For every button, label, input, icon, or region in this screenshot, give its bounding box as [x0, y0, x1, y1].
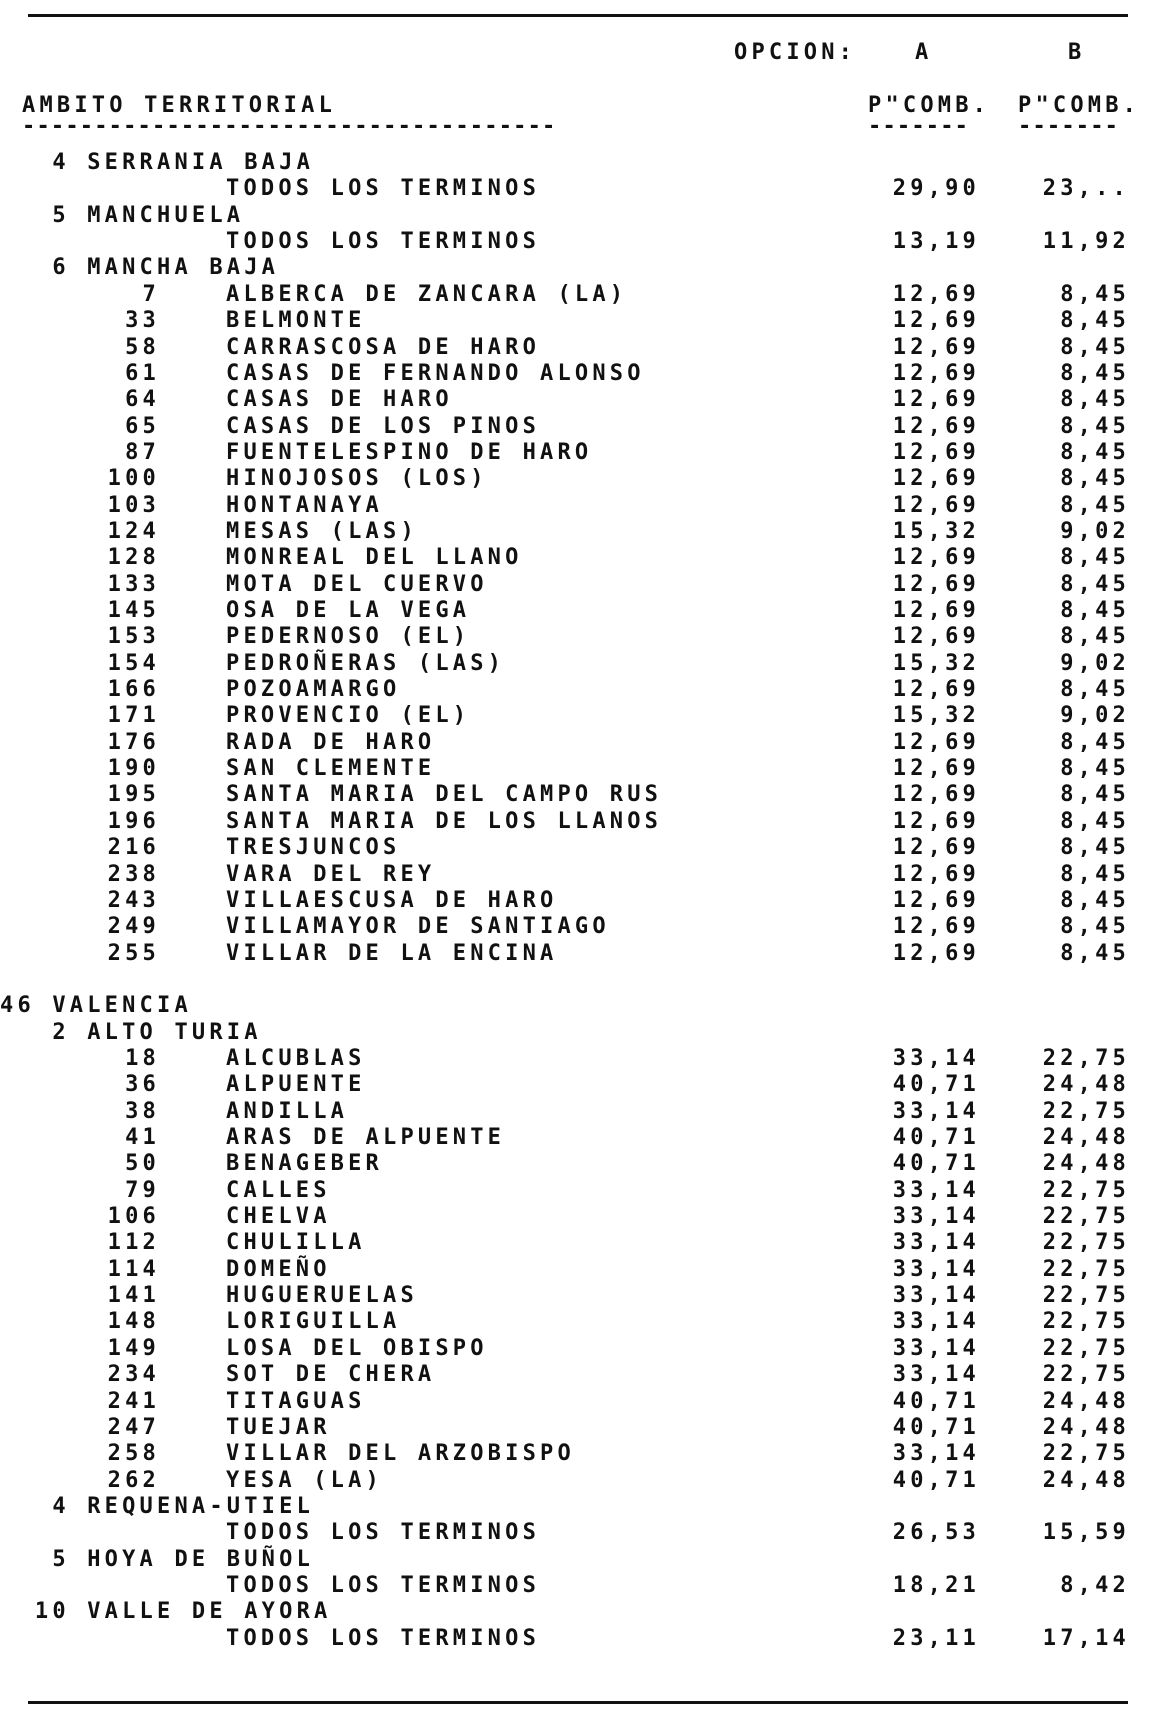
municipality-code: 247 [107, 1414, 160, 1440]
value-option-a: 40,71 [892, 1467, 980, 1493]
table-row [0, 677, 1154, 703]
ambito-underline: ------------------------------------- [22, 114, 557, 139]
value-option-b: 8,45 [1060, 545, 1130, 571]
municipality-name: CHULILLA [226, 1230, 366, 1256]
column-a-header: P"COMB. [868, 93, 991, 118]
table-row [0, 229, 1154, 255]
municipality-name: ALCUBLAS [226, 1045, 366, 1071]
table-row [0, 914, 1154, 940]
value-option-a: 12,69 [892, 756, 980, 782]
value-option-b: 24,48 [1042, 1072, 1130, 1098]
value-option-b: 8,45 [1060, 835, 1130, 861]
table-row [0, 809, 1154, 835]
municipality-code: 258 [107, 1441, 160, 1467]
value-option-a: 40,71 [892, 1388, 980, 1414]
value-option-a: 40,71 [892, 1125, 980, 1150]
value-option-b: 8,45 [1060, 808, 1130, 834]
value-option-a: 12,69 [892, 308, 980, 334]
municipality-name: HONTANAYA [226, 492, 384, 518]
table-row [0, 1072, 1154, 1098]
value-option-a: 40,71 [892, 1414, 980, 1440]
value-option-b: 8,45 [1060, 887, 1130, 913]
municipality-code: 38 [125, 1098, 160, 1124]
table-row [0, 1415, 1154, 1441]
value-option-a: 12,69 [892, 598, 980, 623]
value-option-a: 13,19 [892, 229, 980, 255]
municipality-name: ARAS DE ALPUENTE [226, 1125, 506, 1150]
municipality-code: 128 [107, 545, 160, 571]
municipality-name: VILLAESCUSA DE HARO [226, 887, 558, 913]
municipality-code: 238 [107, 861, 160, 887]
municipality-code: 141 [107, 1283, 160, 1308]
municipality-name: PEDERNOSO (EL) [226, 624, 471, 650]
region-heading [0, 1020, 1154, 1046]
value-option-a: 12,69 [892, 887, 980, 913]
region-heading [0, 1547, 1154, 1573]
value-option-a: 33,14 [892, 1309, 980, 1335]
region-heading [0, 255, 1154, 281]
value-option-b: 8,45 [1060, 756, 1130, 782]
value-option-a: 40,71 [892, 1151, 980, 1177]
table-row [0, 1257, 1154, 1283]
municipality-code: 100 [107, 466, 160, 492]
table-row [0, 414, 1154, 440]
value-option-b: 22,75 [1042, 1283, 1130, 1308]
value-option-a: 33,14 [892, 1283, 980, 1308]
table-row [0, 1573, 1154, 1599]
municipality-code: 106 [107, 1204, 160, 1229]
value-option-b: 22,75 [1042, 1309, 1130, 1335]
value-option-b: 8,45 [1060, 624, 1130, 650]
value-option-b: 8,45 [1060, 598, 1130, 623]
value-option-a: 12,69 [892, 571, 980, 597]
municipality-code: 216 [107, 835, 160, 861]
municipality-name: VILLAMAYOR DE SANTIAGO [226, 914, 610, 940]
value-option-a: 33,14 [892, 1045, 980, 1071]
table-row [0, 862, 1154, 888]
region-name: 4 SERRANIA BAJA [0, 150, 315, 175]
value-option-a: 12,69 [892, 545, 980, 571]
table-row [0, 1468, 1154, 1494]
value-option-b: 8,45 [1060, 334, 1130, 360]
region-name: 10 VALLE DE AYORA [0, 1599, 332, 1625]
table-row [0, 572, 1154, 598]
value-option-b: 8,45 [1060, 729, 1130, 755]
municipality-name: YESA (LA) [226, 1467, 384, 1493]
municipality-code: 145 [107, 598, 160, 623]
municipality-name: SAN CLEMENTE [226, 756, 436, 782]
value-option-a: 12,69 [892, 729, 980, 755]
value-option-a: 15,32 [892, 650, 980, 676]
value-option-b: 24,48 [1042, 1125, 1130, 1150]
column-b-underline: ------- [1018, 114, 1120, 139]
table-row [0, 1125, 1154, 1151]
value-option-b: 15,59 [1042, 1520, 1130, 1546]
province-heading [0, 993, 1154, 1019]
value-option-a: 23,11 [892, 1625, 980, 1651]
value-option-a: 33,14 [892, 1362, 980, 1388]
municipality-name: TODOS LOS TERMINOS [226, 1625, 541, 1651]
table-row [0, 176, 1154, 202]
municipality-name: PROVENCIO (EL) [226, 703, 471, 729]
municipality-name: OSA DE LA VEGA [226, 598, 471, 623]
value-option-b: 8,45 [1060, 439, 1130, 465]
municipality-name: CASAS DE HARO [226, 387, 453, 413]
value-option-b: 8,45 [1060, 466, 1130, 492]
value-option-b: 8,45 [1060, 940, 1130, 966]
province-name: 46 VALENCIA [0, 993, 192, 1019]
region-heading [0, 1599, 1154, 1625]
municipality-code: 103 [107, 492, 160, 518]
municipality-name: BENAGEBER [226, 1151, 384, 1177]
column-b-header: P"COMB. [1018, 93, 1141, 118]
table-row [0, 1283, 1154, 1309]
value-option-b: 22,75 [1042, 1362, 1130, 1388]
value-option-b: 24,48 [1042, 1414, 1130, 1440]
municipality-name: MOTA DEL CUERVO [226, 571, 488, 597]
municipality-name: VILLAR DE LA ENCINA [226, 940, 558, 966]
municipality-name: RADA DE HARO [226, 729, 436, 755]
value-option-b: 22,75 [1042, 1335, 1130, 1361]
value-option-b: 8,45 [1060, 782, 1130, 808]
value-option-a: 15,32 [892, 703, 980, 729]
municipality-name: HINOJOSOS (LOS) [226, 466, 488, 492]
table-row [0, 1336, 1154, 1362]
region-name: 4 REQUENA-UTIEL [0, 1493, 315, 1519]
table-row [0, 1099, 1154, 1125]
municipality-name: CALLES [226, 1177, 331, 1203]
table-row [0, 1362, 1154, 1388]
value-option-b: 8,45 [1060, 360, 1130, 386]
municipality-name: CASAS DE FERNANDO ALONSO [226, 360, 645, 386]
option-a-label: A [915, 40, 933, 65]
value-option-b: 9,02 [1060, 650, 1130, 676]
opcion-label: OPCION: [734, 40, 857, 65]
value-option-a: 12,69 [892, 808, 980, 834]
municipality-name: HUGUERUELAS [226, 1283, 418, 1308]
value-option-a: 29,90 [892, 176, 980, 202]
value-option-a: 12,69 [892, 413, 980, 439]
municipality-code: 241 [107, 1388, 160, 1414]
region-name: 5 MANCHUELA [0, 202, 245, 228]
value-option-a: 12,69 [892, 439, 980, 465]
municipality-name: VILLAR DEL ARZOBISPO [226, 1441, 575, 1467]
table-row [0, 835, 1154, 861]
column-a-underline: ------- [868, 114, 970, 139]
value-option-a: 33,14 [892, 1177, 980, 1203]
municipality-code: 87 [125, 439, 160, 465]
municipality-code: 36 [125, 1072, 160, 1098]
table-row [0, 282, 1154, 308]
value-option-a: 12,69 [892, 466, 980, 492]
municipality-name: SANTA MARIA DE LOS LLANOS [226, 808, 663, 834]
value-option-a: 33,14 [892, 1256, 980, 1282]
value-option-b: 22,75 [1042, 1098, 1130, 1124]
value-option-a: 15,32 [892, 518, 980, 544]
value-option-b: 8,45 [1060, 308, 1130, 334]
table-row [0, 1204, 1154, 1230]
municipality-code: 41 [125, 1125, 160, 1150]
municipality-code: 176 [107, 729, 160, 755]
municipality-name: TODOS LOS TERMINOS [226, 176, 541, 202]
region-name: 5 HOYA DE BUÑOL [0, 1546, 315, 1572]
value-option-a: 33,14 [892, 1098, 980, 1124]
region-heading [0, 1494, 1154, 1520]
value-option-a: 33,14 [892, 1230, 980, 1256]
value-option-a: 33,14 [892, 1204, 980, 1229]
table-row [0, 1441, 1154, 1467]
municipality-name: TRESJUNCOS [226, 835, 401, 861]
table-row [0, 888, 1154, 914]
table-row [0, 756, 1154, 782]
value-option-a: 12,69 [892, 861, 980, 887]
municipality-code: 64 [125, 387, 160, 413]
value-option-b: 8,45 [1060, 571, 1130, 597]
value-option-b: 22,75 [1042, 1204, 1130, 1229]
municipality-name: LOSA DEL OBISPO [226, 1335, 488, 1361]
municipality-code: 18 [125, 1045, 160, 1071]
bottom-rule [28, 1701, 1128, 1704]
value-option-b: 17,14 [1042, 1625, 1130, 1651]
municipality-name: POZOAMARGO [226, 677, 401, 702]
value-option-a: 12,69 [892, 782, 980, 808]
table-row [0, 1046, 1154, 1072]
value-option-b: 22,75 [1042, 1230, 1130, 1256]
municipality-code: 262 [107, 1467, 160, 1493]
municipality-name: CARRASCOSA DE HARO [226, 334, 541, 360]
municipality-name: TODOS LOS TERMINOS [226, 1520, 541, 1546]
municipality-code: 249 [107, 914, 160, 940]
municipality-code: 79 [125, 1177, 160, 1203]
value-option-a: 12,69 [892, 914, 980, 940]
value-option-b: 9,02 [1060, 518, 1130, 544]
value-option-b: 8,45 [1060, 387, 1130, 413]
municipality-name: ALPUENTE [226, 1072, 366, 1098]
table-row [0, 1151, 1154, 1177]
municipality-code: 58 [125, 334, 160, 360]
table-row [0, 361, 1154, 387]
table-row [0, 335, 1154, 361]
municipality-code: 255 [107, 940, 160, 966]
value-option-a: 12,69 [892, 835, 980, 861]
municipality-code: 243 [107, 887, 160, 913]
municipality-name: TODOS LOS TERMINOS [226, 1572, 541, 1598]
municipality-name: CHELVA [226, 1204, 331, 1229]
region-heading [0, 203, 1154, 229]
value-option-b: 8,45 [1060, 281, 1130, 307]
municipality-code: 149 [107, 1335, 160, 1361]
municipality-code: 114 [107, 1256, 160, 1282]
municipality-name: ANDILLA [226, 1098, 349, 1124]
value-option-a: 12,69 [892, 940, 980, 966]
table-row [0, 308, 1154, 334]
municipality-name: SANTA MARIA DEL CAMPO RUS [226, 782, 663, 808]
municipality-code: 171 [107, 703, 160, 729]
table-row [0, 1626, 1154, 1652]
table-row [0, 545, 1154, 571]
value-option-b: 8,45 [1060, 492, 1130, 518]
municipality-name: TITAGUAS [226, 1388, 366, 1414]
value-option-a: 12,69 [892, 360, 980, 386]
region-name: 6 MANCHA BAJA [0, 255, 280, 281]
value-option-b: 22,75 [1042, 1256, 1130, 1282]
value-option-b: 24,48 [1042, 1467, 1130, 1493]
value-option-b: 24,48 [1042, 1151, 1130, 1177]
municipality-name: BELMONTE [226, 308, 366, 334]
municipality-name: DOMEÑO [226, 1256, 331, 1282]
value-option-a: 12,69 [892, 492, 980, 518]
value-option-a: 18,21 [892, 1572, 980, 1598]
region-name: 2 ALTO TURIA [0, 1019, 262, 1045]
value-option-b: 11,92 [1042, 229, 1130, 255]
value-option-a: 12,69 [892, 677, 980, 702]
table-row [0, 782, 1154, 808]
region-heading [0, 150, 1154, 176]
municipality-name: VARA DEL REY [226, 861, 436, 887]
value-option-a: 33,14 [892, 1335, 980, 1361]
municipality-code: 112 [107, 1230, 160, 1256]
municipality-name: MESAS (LAS) [226, 518, 418, 544]
value-option-a: 26,53 [892, 1520, 980, 1546]
municipality-code: 190 [107, 756, 160, 782]
value-option-a: 12,69 [892, 624, 980, 650]
municipality-code: 61 [125, 360, 160, 386]
municipality-code: 65 [125, 413, 160, 439]
value-option-b: 8,42 [1060, 1572, 1130, 1598]
municipality-name: MONREAL DEL LLANO [226, 545, 523, 571]
municipality-code: 33 [125, 308, 160, 334]
municipality-name: PEDROÑERAS (LAS) [226, 650, 506, 676]
municipality-code: 50 [125, 1151, 160, 1177]
table-row [0, 466, 1154, 492]
table-row [0, 730, 1154, 756]
table-row [0, 624, 1154, 650]
municipality-code: 133 [107, 571, 160, 597]
ambito-territorial-header: AMBITO TERRITORIAL [22, 93, 337, 118]
municipality-name: ALBERCA DE ZANCARA (LA) [226, 281, 628, 307]
value-option-a: 12,69 [892, 387, 980, 413]
value-option-b: 8,45 [1060, 914, 1130, 940]
municipality-name: SOT DE CHERA [226, 1362, 436, 1388]
table-row [0, 1230, 1154, 1256]
table-row [0, 651, 1154, 677]
value-option-b: 22,75 [1042, 1045, 1130, 1071]
value-option-b: 22,75 [1042, 1441, 1130, 1467]
table-row [0, 493, 1154, 519]
municipality-code: 234 [107, 1362, 160, 1388]
table-row [0, 941, 1154, 967]
municipality-code: 124 [107, 518, 160, 544]
municipality-code: 154 [107, 650, 160, 676]
municipality-code: 7 [142, 281, 160, 307]
table-row [0, 1389, 1154, 1415]
municipality-code: 195 [107, 782, 160, 808]
value-option-b: 24,48 [1042, 1388, 1130, 1414]
value-option-a: 12,69 [892, 334, 980, 360]
table-row [0, 440, 1154, 466]
value-option-b: 22,75 [1042, 1177, 1130, 1203]
value-option-b: 8,45 [1060, 677, 1130, 702]
municipality-name: LORIGUILLA [226, 1309, 401, 1335]
municipality-name: TODOS LOS TERMINOS [226, 229, 541, 255]
table-row [0, 519, 1154, 545]
municipality-name: CASAS DE LOS PINOS [226, 413, 541, 439]
table-row [0, 598, 1154, 624]
value-option-b: 23,.. [1042, 176, 1130, 202]
value-option-a: 12,69 [892, 281, 980, 307]
value-option-b: 8,45 [1060, 861, 1130, 887]
table-row [0, 703, 1154, 729]
option-b-label: B [1068, 40, 1086, 65]
value-option-b: 9,02 [1060, 703, 1130, 729]
value-option-b: 8,45 [1060, 413, 1130, 439]
municipality-code: 148 [107, 1309, 160, 1335]
municipality-code: 153 [107, 624, 160, 650]
value-option-a: 33,14 [892, 1441, 980, 1467]
table-row [0, 1178, 1154, 1204]
table-row [0, 387, 1154, 413]
table-row [0, 1520, 1154, 1546]
value-option-a: 40,71 [892, 1072, 980, 1098]
municipality-name: TUEJAR [226, 1414, 331, 1440]
municipality-code: 196 [107, 808, 160, 834]
table-row [0, 1309, 1154, 1335]
blank-row [0, 967, 1154, 993]
municipality-name: FUENTELESPINO DE HARO [226, 439, 593, 465]
municipality-code: 166 [107, 677, 160, 702]
